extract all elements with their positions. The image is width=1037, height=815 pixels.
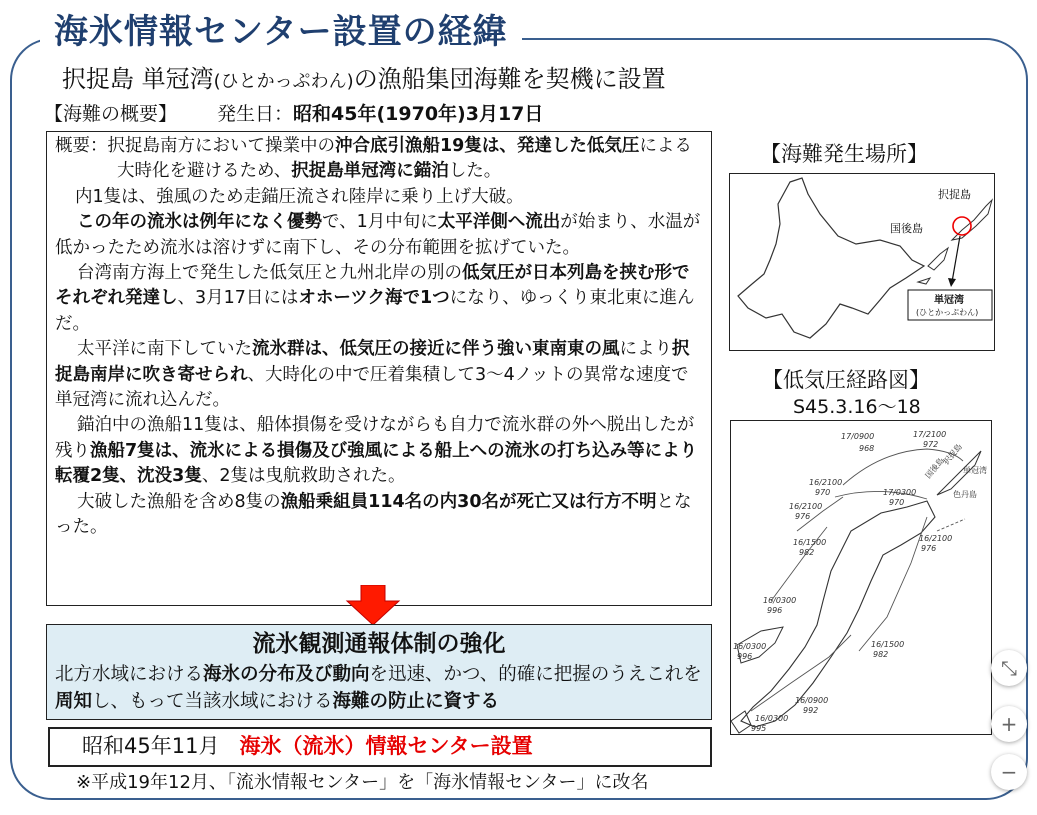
text-segment: し、もって当該水域における [92, 691, 333, 712]
page-title: 海氷情報センター設置の経緯 [40, 10, 522, 54]
route-label-shikotan: 色丹島 [953, 490, 977, 499]
summary-box [46, 131, 712, 606]
conclusion-body [47, 661, 711, 715]
text-segment: 台湾南方海上で発生した低気圧と九州北岸の別の [77, 263, 462, 284]
route-label-e2: 976 [795, 512, 811, 521]
map-title: 【海難発生場所】 [760, 142, 928, 166]
route-label-j2: 996 [737, 652, 753, 661]
route-label-i1: 16/1500 [871, 640, 905, 649]
summary-paragraph-2 [55, 210, 701, 261]
text-segment: 、3月17日には [177, 288, 299, 309]
route-label-k2: 992 [803, 706, 819, 715]
bold-text: 漁船乗組員114名の内30名が死亡又は行方不明 [280, 491, 657, 512]
route-label-j1: 16/0300 [733, 642, 767, 651]
route-label-d2: 970 [889, 498, 905, 507]
bold-text: 択捉島単冠湾に錨泊 [291, 161, 449, 182]
bold-text: 沖合底引漁船19隻は、発達した低気圧 [335, 136, 640, 156]
summary-paragraph-1 [55, 134, 701, 185]
text-segment: を迅速、かつ、的確に把握のうえこれを [369, 664, 702, 685]
summary-paragraph-1b: 内1隻は、強風のため走錨圧流され陸岸に乗り上げ大破。 [75, 186, 524, 207]
subtitle-reading: (ひとかっぷわん) [213, 71, 354, 92]
route-label-g2: 976 [921, 544, 937, 553]
route-label-b1: 17/2100 [913, 430, 947, 439]
summary-paragraph-3 [55, 261, 701, 337]
text-segment: 北方水域における [55, 664, 204, 685]
route-label-k1: 16/0900 [795, 696, 829, 705]
date-label: 発生日： [217, 103, 294, 125]
text-segment: 、大時化の中で圧着集積して3～4ノットの異常な速度で単冠湾に流れ込んだ。 [55, 364, 689, 411]
bold-text: 択捉島南岸に吹き寄せられ [55, 339, 690, 385]
text-segment: になり、ゆっくり東北東に進んだ。 [55, 288, 695, 334]
zoom-out-button[interactable]: − [991, 754, 1027, 790]
overview-label: 【海難の概要】 [44, 103, 178, 125]
bold-text: 流氷群は、低気圧の接近に伴う強い東南東の風 [252, 339, 620, 360]
summary-paragraph-4 [55, 337, 701, 413]
text-segment: 大破した漁船を含め8隻の [77, 491, 281, 512]
route-label-h2: 996 [767, 606, 783, 615]
text-segment: 概要：択捉島南方において操業中の [55, 136, 335, 156]
summary-paragraph-5 [55, 413, 701, 489]
fit-screen-button[interactable]: ⤡ [991, 650, 1027, 686]
text-segment: で、1月中旬に [322, 212, 438, 233]
subtitle-main: 択捉島 単冠湾 [62, 65, 214, 93]
text-segment: 錨泊中の漁船11隻は、船体損傷を受けながらも自力で流氷群の外へ脱出したが残り [55, 415, 695, 461]
text-segment: となった。 [55, 491, 692, 538]
bold-text: 周知 [55, 691, 93, 712]
conclusion-box [46, 624, 712, 720]
route-label-c2: 970 [815, 488, 831, 497]
establishment-name: 海氷（流氷）情報センター設置 [239, 734, 533, 758]
route-label-a2: 968 [859, 444, 875, 453]
subtitle [62, 62, 666, 99]
summary-paragraph-6 [55, 490, 701, 541]
text-segment: 、2隻は曳航救助された。 [201, 466, 406, 487]
rename-note: ※平成19年12月、「流氷情報センター」を「海氷情報センター」に改名 [76, 772, 649, 793]
date-value: 昭和45年(1970年)3月17日 [293, 103, 544, 125]
route-label-etorofu: 択捉島 [941, 442, 964, 467]
cyclone-route-map [730, 420, 992, 735]
subtitle-rest: の漁船集団海難を契機に設置 [353, 65, 666, 93]
text-segment: が始まり、水温が低かったため流氷は溶けずに南下し、その分布範囲を拡げていた。 [55, 212, 701, 258]
hokkaido-map-image [730, 174, 994, 350]
route-label-e1: 16/2100 [789, 502, 823, 511]
route-label-h1: 16/0300 [763, 596, 797, 605]
map-label-bay-reading: (ひとかっぷわん) [916, 308, 979, 317]
bold-text: 海難の防止に資する [332, 691, 500, 712]
route-label-l2: 995 [751, 724, 767, 733]
map-label-etorofu: 択捉島 [938, 188, 971, 201]
map-label-kunashiri: 国後島 [890, 222, 923, 235]
bold-text: 低気圧が日本列島を挟む形でそれぞれ発達し [55, 263, 690, 309]
overview-line [44, 100, 543, 128]
establishment-box [48, 727, 712, 767]
establishment-date: 昭和45年11月 [82, 734, 220, 758]
bold-text: 太平洋側へ流出 [437, 212, 561, 233]
bold-text: オホーツク海で1つ [298, 288, 450, 309]
bold-text: 海氷の分布及び動向 [203, 664, 370, 685]
zoom-in-button[interactable]: + [991, 706, 1027, 742]
text-segment: による大時化を避けるため、 [117, 136, 692, 182]
route-label-f1: 16/1500 [793, 538, 827, 547]
route-label-a1: 17/0900 [841, 432, 875, 441]
down-arrow-icon [345, 585, 401, 627]
route-label-g1: 16/2100 [919, 534, 953, 543]
route-label-c1: 16/2100 [809, 478, 843, 487]
route-label-l1: 16/0300 [755, 714, 789, 723]
map-label-bay: 単冠湾 [934, 295, 964, 306]
route-label-i2: 982 [873, 650, 889, 659]
route-label-bay: 単冠湾 [963, 466, 987, 475]
route-map-date: S45.3.16～18 [793, 396, 921, 418]
bold-text: 漁船7隻は、流氷による損傷及び強風による船上への流氷の打ち込み等により転覆2隻、沈没3隻 [55, 440, 698, 487]
route-label-kunashiri: 国後島 [923, 456, 946, 481]
route-label-d1: 17/0300 [883, 488, 917, 497]
route-label-f2: 982 [799, 548, 815, 557]
route-map-image [731, 421, 991, 734]
text-segment: 太平洋に南下していた [77, 339, 252, 360]
bold-text: この年の流氷は例年になく優勢 [77, 212, 322, 233]
conclusion-heading: 流氷観測通報体制の強化 [252, 631, 506, 657]
location-map [729, 173, 995, 351]
text-segment: した。 [448, 161, 502, 182]
route-map-title: 【低気圧経路図】 [762, 368, 930, 392]
text-segment: により [619, 339, 672, 360]
route-label-b2: 972 [923, 440, 939, 449]
